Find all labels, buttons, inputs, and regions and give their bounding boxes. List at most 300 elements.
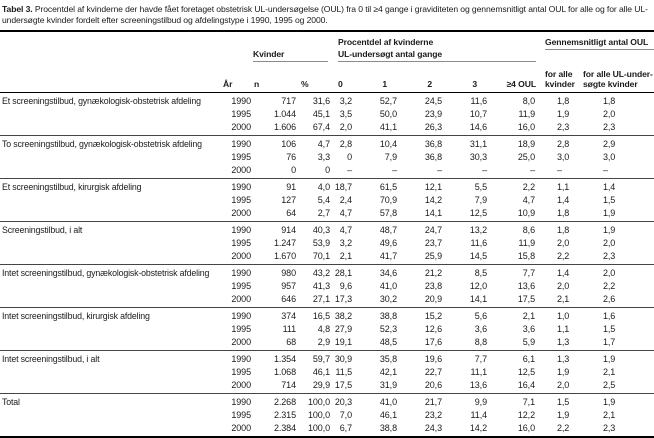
- cell: 40,3: [312, 225, 330, 235]
- column-header-1: 1: [382, 78, 387, 89]
- table-group: [0, 136, 654, 179]
- cell: 1,8: [557, 208, 570, 218]
- cell: 8,5: [474, 268, 487, 278]
- cell: 18,7: [334, 182, 352, 192]
- row-label: Et screeningstilbud, gynækologisk-obstetrisk afdeling: [2, 96, 201, 106]
- table-row: [0, 267, 654, 280]
- cell: 2,9: [317, 337, 330, 347]
- cell: 1995: [231, 152, 251, 162]
- table-row: [0, 353, 654, 366]
- cell: 30,3: [469, 152, 487, 162]
- group-header-kvinder-underline: [253, 61, 328, 62]
- cell: 11,9: [518, 238, 535, 248]
- table-row: [0, 95, 654, 108]
- cell: 23,9: [424, 109, 442, 119]
- row-label: [0, 293, 220, 306]
- cell: 2.315: [273, 410, 296, 420]
- cell: 1,3: [557, 337, 570, 347]
- cell: 7,9: [384, 152, 397, 162]
- cell: 20,3: [334, 397, 352, 407]
- row-label: [0, 108, 220, 121]
- cell: 1990: [231, 96, 251, 106]
- cell: 2,3: [557, 122, 570, 132]
- cell: 76: [286, 152, 296, 162]
- cell: 6,7: [339, 423, 352, 433]
- cell: 41,0: [379, 281, 397, 291]
- cell: 3,2: [339, 96, 352, 106]
- cell: 111: [282, 324, 296, 334]
- column-group-header-row: [0, 32, 654, 62]
- cell: 36,8: [424, 139, 442, 149]
- row-label: [0, 164, 220, 177]
- cell: 11,5: [335, 367, 352, 377]
- cell: 1,4: [603, 182, 616, 192]
- cell: 18,9: [517, 139, 535, 149]
- row-label: Intet screeningstilbud, kirurgisk afdeling: [2, 311, 150, 321]
- cell: 1,6: [603, 311, 616, 321]
- cell: 67,4: [312, 122, 330, 132]
- column-header-row: [0, 62, 654, 92]
- cell: 9,6: [339, 281, 352, 291]
- cell: 1,8: [603, 96, 616, 106]
- cell: 16,0: [517, 423, 535, 433]
- cell: 12,2: [517, 410, 535, 420]
- cell: 42,1: [379, 367, 397, 377]
- cell: 1,5: [603, 195, 616, 205]
- column-header-2: 2: [427, 78, 432, 89]
- table-row: [0, 396, 654, 409]
- cell: 1995: [231, 367, 251, 377]
- group-header-kvinder-label: Kvinder: [253, 48, 285, 59]
- table-caption-text: Procentdel af kvinderne der havde fået foretaget obstetrisk UL-undersøgelse (OUL) fra 0 til ≥4 gange i graviditeten og gennemsnitligt antal OUL for alle og for alle UL-undersøgte kvinder fordelt efter screeningstilbud og afdelingstype i 1990, 1995 og 2000.: [2, 4, 648, 25]
- cell: 17,3: [334, 294, 352, 304]
- cell: 52,3: [379, 324, 397, 334]
- column-header-avg-scanned-line2: søgte kvinder: [583, 78, 638, 89]
- cell: 1,7: [603, 337, 616, 347]
- cell: 2,3: [603, 251, 616, 261]
- cell: 2000: [231, 122, 251, 132]
- cell: 28,1: [334, 268, 352, 278]
- cell: 30,2: [379, 294, 397, 304]
- row-label: [0, 207, 220, 220]
- column-header-avg-scanned: [581, 70, 654, 89]
- cell: 12,0: [469, 281, 487, 291]
- cell: 17,5: [334, 380, 352, 390]
- cell: 2000: [231, 423, 251, 433]
- cell: 36,8: [424, 152, 442, 162]
- column-header-ar: År: [223, 78, 233, 89]
- cell: 100,0: [307, 397, 330, 407]
- row-label: [0, 237, 220, 250]
- table-group: [0, 351, 654, 394]
- table-row: [0, 422, 654, 435]
- cell: 38,8: [379, 423, 397, 433]
- cell: 19,6: [424, 354, 442, 364]
- cell: 11,6: [470, 238, 487, 248]
- cell: 2,6: [603, 294, 616, 304]
- cell: 7,0: [339, 410, 352, 420]
- cell: 2,3: [603, 423, 616, 433]
- cell: 48,5: [379, 337, 397, 347]
- cell: 2,8: [339, 139, 352, 149]
- cell: 14,1: [469, 294, 487, 304]
- cell: 1995: [231, 195, 251, 205]
- cell: 2,0: [557, 380, 570, 390]
- column-header-3: 3: [472, 78, 477, 89]
- cell: 2,3: [603, 122, 616, 132]
- cell: 1,9: [557, 410, 570, 420]
- cell: 1,8: [557, 96, 570, 106]
- cell: 2000: [231, 337, 251, 347]
- cell: 2000: [231, 380, 251, 390]
- row-label: Et screeningstilbud, kirurgisk afdeling: [2, 182, 142, 192]
- cell: 1,0: [557, 311, 570, 321]
- cell: 38,8: [379, 311, 397, 321]
- table-row: [0, 293, 654, 306]
- cell: 5,6: [474, 311, 487, 321]
- cell: 8,8: [474, 337, 487, 347]
- cell: 46,1: [312, 367, 330, 377]
- cell: 11,4: [470, 410, 487, 420]
- cell: 64: [286, 208, 296, 218]
- table-number: Tabel 3.: [2, 4, 33, 14]
- cell: 16,4: [517, 380, 535, 390]
- table-row: [0, 108, 654, 121]
- cell: 15,8: [517, 251, 535, 261]
- cell: 3,3: [317, 152, 330, 162]
- table-row: [0, 121, 654, 134]
- cell: 1995: [231, 281, 251, 291]
- table-row: [0, 194, 654, 207]
- cell: 9,9: [474, 397, 487, 407]
- cell: 1990: [231, 397, 251, 407]
- cell: 3,5: [339, 109, 352, 119]
- cell: 43,2: [312, 268, 330, 278]
- cell: 914: [281, 225, 296, 235]
- table-row: [0, 181, 654, 194]
- cell: 3,2: [339, 238, 352, 248]
- cell: 31,6: [312, 96, 330, 106]
- table-row: [0, 280, 654, 293]
- cell: 2,7: [317, 208, 330, 218]
- cell: 25,9: [424, 251, 442, 261]
- cell: 1.247: [273, 238, 296, 248]
- row-label: [0, 379, 220, 392]
- cell: 15,2: [424, 311, 442, 321]
- cell: 49,6: [379, 238, 397, 248]
- cell: 17,5: [517, 294, 535, 304]
- cell: 1.354: [273, 354, 296, 364]
- cell: 2,0: [557, 281, 570, 291]
- column-header-avg-all: [537, 70, 581, 89]
- group-header-procentdel: [333, 32, 537, 62]
- cell: 13,6: [469, 380, 487, 390]
- cell: 35,8: [379, 354, 397, 364]
- cell: 4,0: [317, 182, 330, 192]
- cell: 2,2: [557, 423, 570, 433]
- table-row: [0, 151, 654, 164]
- cell: 41,3: [312, 281, 330, 291]
- cell: 24,7: [424, 225, 442, 235]
- cell: 11,6: [470, 96, 487, 106]
- table-row: [0, 366, 654, 379]
- cell: 34,6: [379, 268, 397, 278]
- table-row: [0, 250, 654, 263]
- cell: 10,4: [379, 139, 397, 149]
- table-row: [0, 323, 654, 336]
- cell: 1,5: [603, 324, 616, 334]
- cell: 2,1: [339, 251, 352, 261]
- cell: 50,0: [379, 109, 397, 119]
- cell: 957: [281, 281, 296, 291]
- row-label: [0, 194, 220, 207]
- table-caption: [0, 0, 654, 26]
- cell: 1995: [231, 109, 251, 119]
- cell: 5,5: [474, 182, 487, 192]
- cell: 16,5: [312, 311, 330, 321]
- row-label: [0, 280, 220, 293]
- column-header-pct: %: [301, 78, 309, 89]
- cell: 10,9: [517, 208, 535, 218]
- cell: 714: [281, 380, 296, 390]
- cell: 0: [291, 165, 296, 175]
- cell: 106: [281, 139, 296, 149]
- cell: 52,7: [379, 96, 397, 106]
- group-header-gennemsnitligt-spacer: [537, 50, 654, 62]
- cell: 7,1: [522, 397, 535, 407]
- row-label: Total: [2, 397, 20, 407]
- cell: 27,9: [334, 324, 352, 334]
- cell: 2,0: [557, 238, 570, 248]
- cell: 1.044: [273, 109, 296, 119]
- cell: 23,8: [424, 281, 442, 291]
- row-label: [0, 409, 220, 422]
- cell: 24,3: [424, 423, 442, 433]
- row-label: [0, 422, 220, 435]
- cell: 41,0: [379, 397, 397, 407]
- cell: 1,9: [557, 367, 570, 377]
- cell: 91: [286, 182, 296, 192]
- cell: 2,1: [603, 410, 616, 420]
- cell: 38,2: [334, 311, 352, 321]
- cell: 4,7: [339, 225, 352, 235]
- cell: 22,7: [424, 367, 442, 377]
- cell: 31,9: [379, 380, 397, 390]
- cell: 2,9: [603, 139, 616, 149]
- cell: 46,1: [379, 410, 397, 420]
- group-header-gennemsnitligt: [537, 32, 654, 62]
- group-header-procentdel-line2: UL-undersøgt antal gange: [338, 48, 443, 59]
- table-group: [0, 394, 654, 436]
- cell: 2,1: [603, 367, 616, 377]
- cell: 26,3: [424, 122, 442, 132]
- cell: 45,1: [312, 109, 330, 119]
- group-header-spacer: [0, 32, 253, 62]
- cell: 100,0: [307, 410, 330, 420]
- cell: 2.268: [273, 397, 296, 407]
- cell: 1990: [231, 268, 251, 278]
- cell: 6,1: [522, 354, 535, 364]
- cell: 1.606: [273, 122, 296, 132]
- cell: –: [392, 165, 397, 175]
- cell: 29,9: [312, 380, 330, 390]
- cell: 646: [281, 294, 296, 304]
- cell: 12,5: [469, 208, 487, 218]
- cell: 61,5: [379, 182, 397, 192]
- cell: 1,4: [557, 195, 570, 205]
- cell: 0: [347, 152, 352, 162]
- cell: 1,9: [603, 354, 616, 364]
- cell: 980: [281, 268, 296, 278]
- cell: 24,5: [424, 96, 442, 106]
- table-row: [0, 164, 654, 177]
- cell: 17,6: [424, 337, 442, 347]
- cell: 1,4: [557, 268, 570, 278]
- cell: –: [437, 165, 442, 175]
- group-header-kvinder: [253, 32, 333, 62]
- row-label: Intet screeningstilbud, gynækologisk-obstetrisk afdeling: [2, 268, 210, 278]
- cell: 7,7: [474, 354, 487, 364]
- cell: 2,5: [603, 380, 616, 390]
- row-label: [0, 336, 220, 349]
- cell: 19,1: [334, 337, 352, 347]
- column-header-avg-all-line2: kvinder: [545, 78, 575, 89]
- cell: 21,7: [424, 397, 442, 407]
- cell: 14,2: [469, 423, 487, 433]
- cell: –: [347, 165, 352, 175]
- cell: 2000: [231, 165, 251, 175]
- table-row: [0, 138, 654, 151]
- cell: 13,2: [469, 225, 487, 235]
- cell: 3,0: [603, 152, 616, 162]
- row-label: To screeningstilbud, gynækologisk-obstetrisk afdeling: [2, 139, 202, 149]
- row-label: [0, 121, 220, 134]
- cell: 2000: [231, 294, 251, 304]
- cell: 14,2: [424, 195, 442, 205]
- cell: 4,7: [522, 195, 535, 205]
- cell: 7,9: [474, 195, 487, 205]
- cell: 31,1: [469, 139, 487, 149]
- cell: 12,6: [424, 324, 442, 334]
- cell: 374: [281, 311, 296, 321]
- cell: 12,1: [424, 182, 442, 192]
- cell: 4,8: [317, 324, 330, 334]
- cell: 1,9: [603, 225, 616, 235]
- cell: 41,1: [379, 122, 397, 132]
- column-header-4plus: ≥4 OUL: [506, 78, 536, 89]
- cell: 2,1: [557, 294, 570, 304]
- table-group: [0, 93, 654, 136]
- cell: 20,6: [424, 380, 442, 390]
- table-row: [0, 207, 654, 220]
- row-label: [0, 250, 220, 263]
- cell: 1.670: [273, 251, 296, 261]
- cell: 2,2: [522, 182, 535, 192]
- cell: 70,9: [379, 195, 397, 205]
- cell: 1,9: [557, 109, 570, 119]
- cell: 1990: [231, 182, 251, 192]
- cell: 3,0: [557, 152, 570, 162]
- table-body: [0, 93, 654, 436]
- cell: 8,6: [522, 225, 535, 235]
- cell: 59,7: [312, 354, 330, 364]
- cell: –: [530, 165, 535, 175]
- cell: 5,4: [317, 195, 330, 205]
- cell: 2000: [231, 251, 251, 261]
- cell: 1.068: [273, 367, 296, 377]
- table-row: [0, 409, 654, 422]
- cell: 70,1: [312, 251, 330, 261]
- cell: 1,8: [557, 225, 570, 235]
- column-header-avg-scanned-line1: for alle UL-under-: [583, 69, 653, 79]
- cell: 14,6: [469, 122, 487, 132]
- cell: 2,0: [603, 238, 616, 248]
- cell: 1995: [231, 410, 251, 420]
- table-row: [0, 237, 654, 250]
- table-group: [0, 265, 654, 308]
- row-label: Screeningstilbud, i alt: [2, 225, 83, 235]
- cell: 1,1: [557, 324, 570, 334]
- cell: 1995: [231, 324, 251, 334]
- row-label: [0, 151, 220, 164]
- cell: 30,9: [334, 354, 352, 364]
- table-row: [0, 224, 654, 237]
- cell: 1990: [231, 354, 251, 364]
- cell: 57,8: [379, 208, 397, 218]
- cell: 4,7: [317, 139, 330, 149]
- cell: –: [482, 165, 487, 175]
- group-header-procentdel-line1: Procentdel af kvinderne: [338, 37, 434, 47]
- cell: 1,9: [603, 208, 616, 218]
- cell: 2.384: [273, 423, 296, 433]
- table-row: [0, 310, 654, 323]
- cell: 23,7: [424, 238, 442, 248]
- cell: 14,1: [424, 208, 442, 218]
- cell: 23,2: [424, 410, 442, 420]
- cell: 1,1: [557, 182, 570, 192]
- table-group: [0, 308, 654, 351]
- cell: 14,5: [469, 251, 487, 261]
- row-label: Intet screeningstilbud, i alt: [2, 354, 100, 364]
- cell: 1990: [231, 311, 251, 321]
- cell: 8,0: [522, 96, 535, 106]
- cell: 717: [281, 96, 296, 106]
- cell: –: [603, 165, 608, 175]
- cell: 16,0: [517, 122, 535, 132]
- cell: –: [557, 165, 562, 175]
- cell: 21,2: [424, 268, 442, 278]
- cell: 53,9: [312, 238, 330, 248]
- group-header-gennemsnitligt-label: Gennemsnitligt antal OUL: [545, 36, 649, 47]
- cell: 68: [286, 337, 296, 347]
- column-header-n: n: [254, 78, 260, 89]
- cell: 127: [281, 195, 296, 205]
- table-group: [0, 179, 654, 222]
- cell: 1995: [231, 238, 251, 248]
- cell: 1,9: [603, 397, 616, 407]
- cell: 2,2: [603, 281, 616, 291]
- cell: 13,6: [517, 281, 535, 291]
- cell: 10,7: [469, 109, 487, 119]
- table-row: [0, 336, 654, 349]
- table-group: [0, 222, 654, 265]
- cell: 11,9: [518, 109, 535, 119]
- cell: 2,0: [339, 122, 352, 132]
- cell: 11,1: [470, 367, 487, 377]
- cell: 3,6: [474, 324, 487, 334]
- row-label: [0, 323, 220, 336]
- cell: 2,1: [522, 311, 535, 321]
